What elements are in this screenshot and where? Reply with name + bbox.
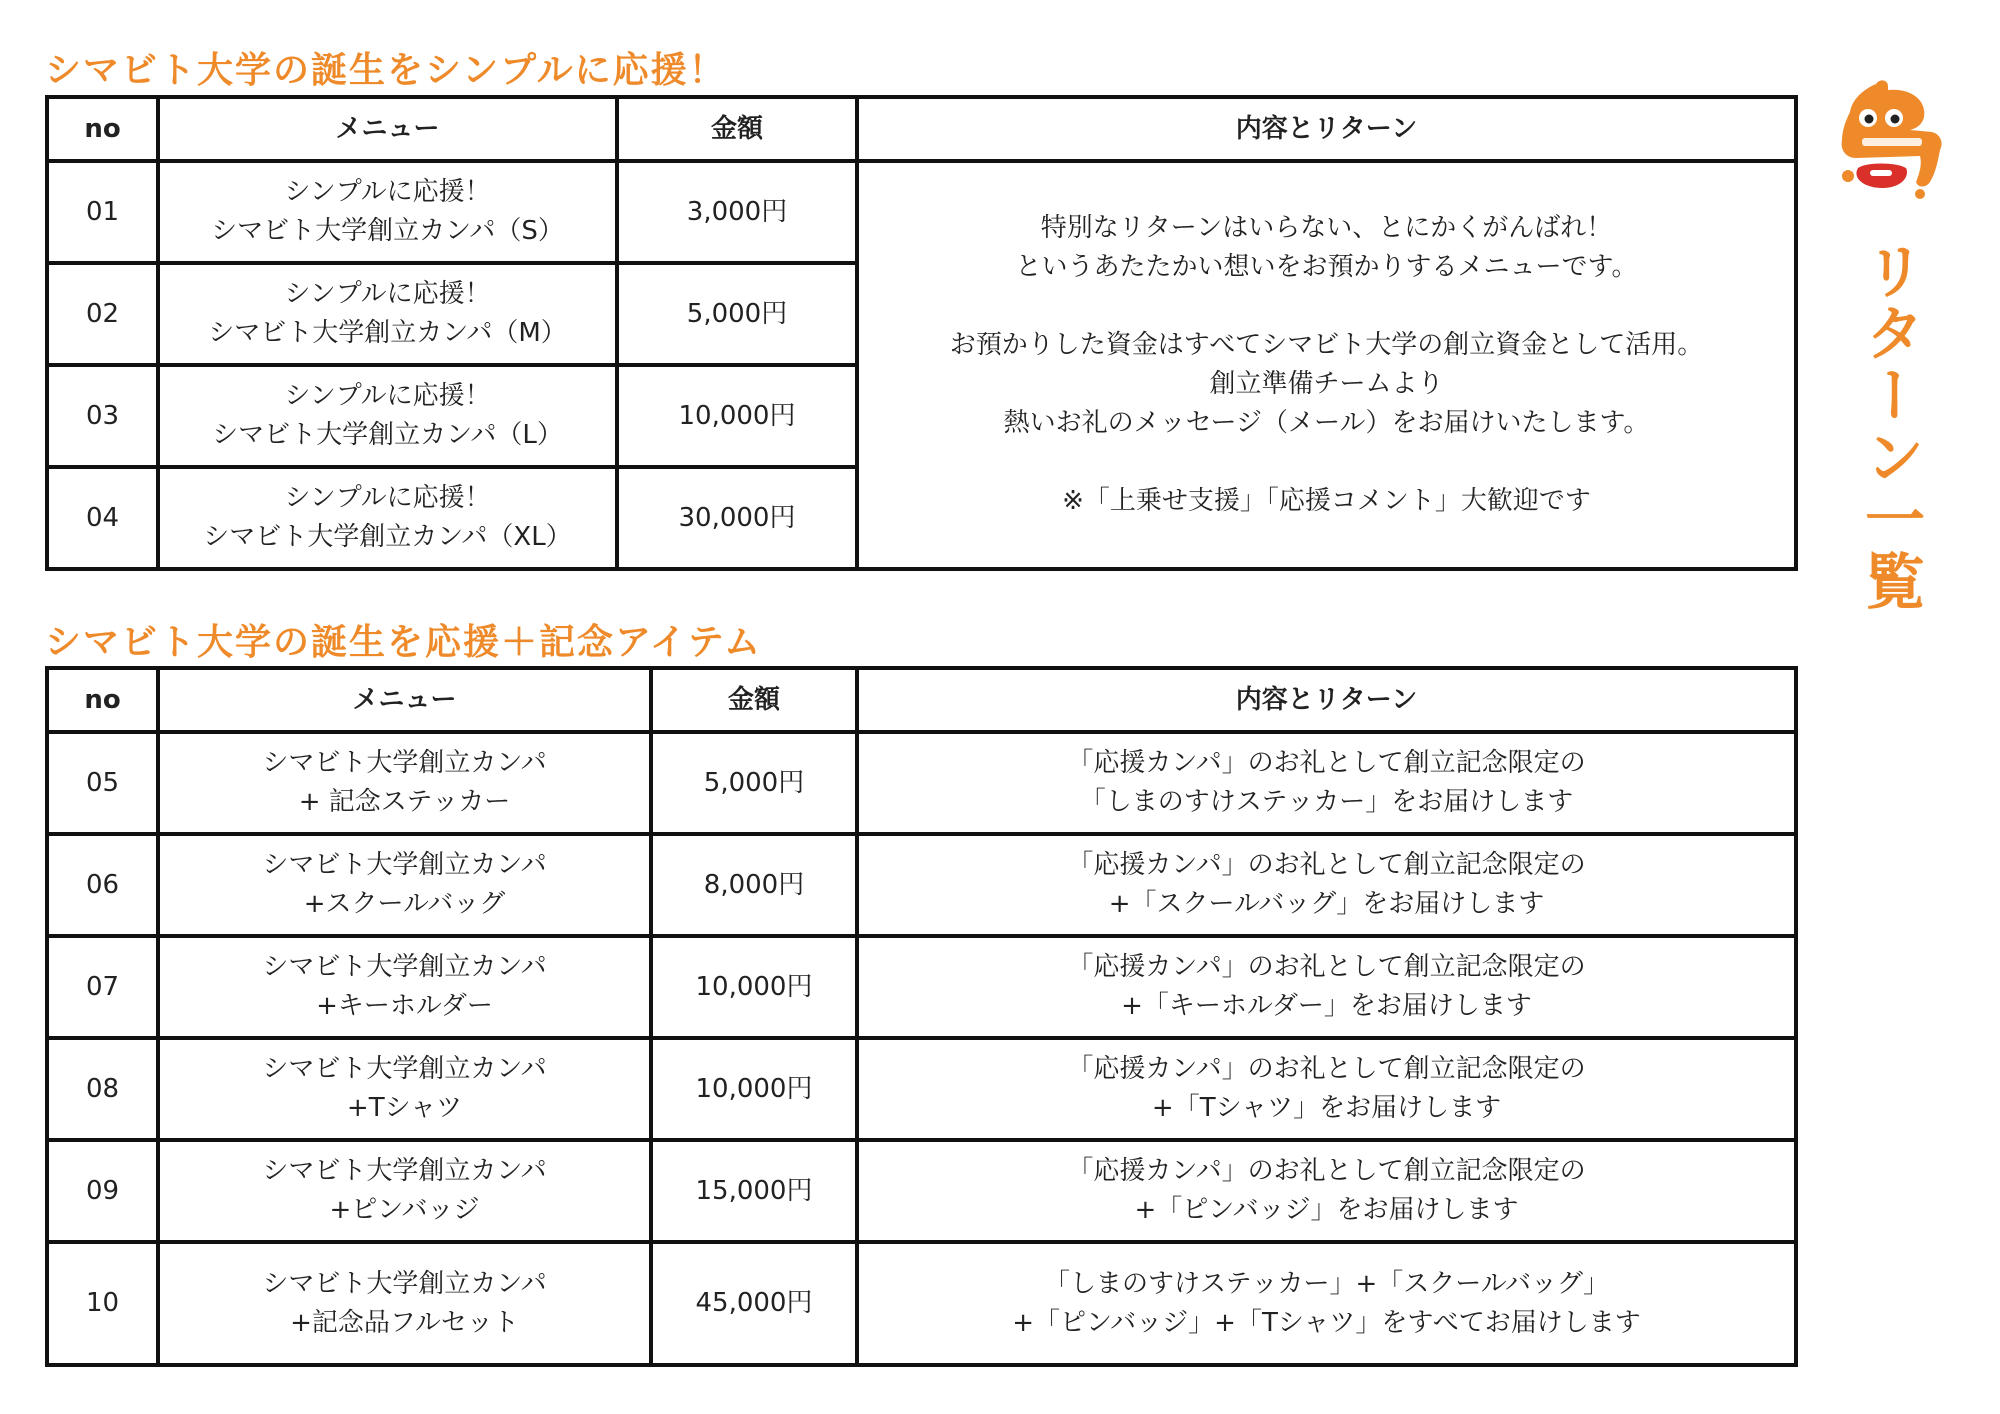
row-no: 05 bbox=[47, 732, 158, 834]
menu-line: +キーホルダー bbox=[316, 991, 493, 1021]
row-menu bbox=[158, 936, 651, 1038]
header-no: no bbox=[47, 668, 158, 732]
header-content: 内容とリターン bbox=[857, 97, 1796, 161]
table-row bbox=[47, 1140, 1796, 1242]
side-title-return-list: リターン一覧 bbox=[1855, 240, 1925, 612]
row-no: 10 bbox=[47, 1242, 158, 1365]
menu-line: シマビト大学創立カンパ bbox=[262, 952, 547, 982]
header-no: no bbox=[47, 97, 158, 161]
menu-line: シマビト大学創立カンパ（S） bbox=[211, 216, 564, 246]
content-line: 「応援カンパ」のお礼として創立記念限定の bbox=[1067, 1156, 1586, 1186]
content-line: 「応援カンパ」のお礼として創立記念限定の bbox=[1067, 748, 1586, 778]
header-menu: メニュー bbox=[158, 668, 651, 732]
menu-line: +記念品フルセット bbox=[290, 1307, 519, 1338]
content-line: +「ピンバッジ」+「Tシャツ」をすべてお届けします bbox=[1012, 1307, 1641, 1338]
content-line: +「Tシャツ」をお届けします bbox=[1151, 1093, 1502, 1123]
content-line: 「応援カンパ」のお礼として創立記念限定の bbox=[1067, 952, 1586, 982]
content-line: 「しまのすけステッカー」+「スクールバッグ」 bbox=[1044, 1268, 1609, 1299]
row-amount: 10,000円 bbox=[651, 1038, 857, 1140]
menu-line: シンプルに応援！ bbox=[284, 177, 491, 207]
menu-line: シンプルに応援！ bbox=[284, 381, 491, 411]
table-row bbox=[47, 732, 1796, 834]
content-line: 特別なリターンはいらない、とにかくがんばれ！ bbox=[1040, 213, 1613, 243]
row-menu bbox=[158, 732, 651, 834]
content-line: 熱いお礼のメッセージ（メール）をお届けいたします。 bbox=[1003, 408, 1650, 438]
row-no: 03 bbox=[47, 365, 158, 467]
mascot-logo bbox=[1836, 76, 1948, 206]
menu-line: シマビト大学創立カンパ（M） bbox=[208, 318, 567, 348]
row-menu bbox=[158, 161, 617, 263]
menu-line: シマビト大学創立カンパ（L） bbox=[212, 420, 563, 450]
menu-line: +スクールバッグ bbox=[303, 889, 506, 919]
menu-line: シマビト大学創立カンパ bbox=[262, 1054, 547, 1084]
content-line: +「キーホルダー」をお届けします bbox=[1121, 991, 1532, 1021]
table-row bbox=[47, 1038, 1796, 1140]
table-row bbox=[47, 834, 1796, 936]
commemorative-items-table bbox=[45, 666, 1798, 1367]
row-amount: 3,000円 bbox=[617, 161, 857, 263]
row-menu bbox=[158, 834, 651, 936]
header-amount: 金額 bbox=[651, 668, 857, 732]
menu-line: シンプルに応援！ bbox=[284, 483, 491, 513]
row-amount: 5,000円 bbox=[651, 732, 857, 834]
row-no: 07 bbox=[47, 936, 158, 1038]
row-menu bbox=[158, 1140, 651, 1242]
row-no: 02 bbox=[47, 263, 158, 365]
menu-line: シマビト大学創立カンパ（XL） bbox=[203, 522, 572, 552]
content-line: +「スクールバッグ」をお届けします bbox=[1108, 889, 1545, 919]
menu-line: シマビト大学創立カンパ bbox=[262, 850, 547, 880]
row-amount: 15,000円 bbox=[651, 1140, 857, 1242]
row-menu bbox=[158, 467, 617, 569]
menu-line: シマビト大学創立カンパ bbox=[262, 748, 547, 778]
row-amount: 10,000円 bbox=[617, 365, 857, 467]
content-paragraph bbox=[859, 209, 1794, 287]
row-no: 04 bbox=[47, 467, 158, 569]
content-line: 「しまのすけステッカー」をお届けします bbox=[1079, 787, 1574, 817]
row-no: 09 bbox=[47, 1140, 158, 1242]
header-content: 内容とリターン bbox=[857, 668, 1796, 732]
row-menu bbox=[158, 263, 617, 365]
content-line: 「応援カンパ」のお礼として創立記念限定の bbox=[1067, 1054, 1586, 1084]
section-title-commemorative-items: シマビト大学の誕生を応援＋記念アイテム bbox=[45, 622, 762, 663]
table-header-row bbox=[47, 668, 1796, 732]
content-line: というあたたかい想いをお預かりするメニューです。 bbox=[1015, 252, 1638, 282]
content-note: ※「上乗せ支援」「応援コメント」大歓迎です bbox=[1062, 486, 1591, 516]
table-row bbox=[47, 1242, 1796, 1365]
menu-line: シマビト大学創立カンパ bbox=[262, 1268, 547, 1299]
menu-line: +ピンバッジ bbox=[329, 1195, 480, 1225]
content-line: 「応援カンパ」のお礼として創立記念限定の bbox=[1067, 850, 1586, 880]
table-row bbox=[47, 936, 1796, 1038]
row-menu bbox=[158, 1242, 651, 1365]
row-content bbox=[857, 936, 1796, 1038]
table-row bbox=[47, 161, 1796, 263]
content-line: お預かりした資金はすべてシマビト大学の創立資金として活用。 bbox=[949, 330, 1704, 360]
content-paragraph bbox=[859, 326, 1794, 443]
menu-line: シマビト大学創立カンパ bbox=[262, 1156, 547, 1186]
row-amount: 8,000円 bbox=[651, 834, 857, 936]
menu-line: + 記念ステッカー bbox=[298, 787, 511, 817]
row-no: 01 bbox=[47, 161, 158, 263]
row-amount: 45,000円 bbox=[651, 1242, 857, 1365]
row-menu bbox=[158, 365, 617, 467]
menu-line: シンプルに応援！ bbox=[284, 279, 491, 309]
row-content bbox=[857, 1038, 1796, 1140]
row-content bbox=[857, 1140, 1796, 1242]
row-content bbox=[857, 1242, 1796, 1365]
menu-line: +Tシャツ bbox=[346, 1093, 463, 1123]
table-header-row bbox=[47, 97, 1796, 161]
content-paragraph bbox=[859, 482, 1794, 521]
row-content bbox=[857, 834, 1796, 936]
shared-return-content bbox=[857, 161, 1796, 569]
section-title-simple-support: シマビト大学の誕生をシンプルに応援！ bbox=[45, 50, 727, 91]
simple-support-table bbox=[45, 95, 1798, 571]
row-no: 06 bbox=[47, 834, 158, 936]
row-no: 08 bbox=[47, 1038, 158, 1140]
row-amount: 5,000円 bbox=[617, 263, 857, 365]
row-amount: 10,000円 bbox=[651, 936, 857, 1038]
row-content bbox=[857, 732, 1796, 834]
row-menu bbox=[158, 1038, 651, 1140]
header-menu: メニュー bbox=[158, 97, 617, 161]
row-amount: 30,000円 bbox=[617, 467, 857, 569]
content-line: 創立準備チームより bbox=[1209, 369, 1444, 399]
header-amount: 金額 bbox=[617, 97, 857, 161]
content-line: +「ピンバッジ」をお届けします bbox=[1134, 1195, 1519, 1225]
